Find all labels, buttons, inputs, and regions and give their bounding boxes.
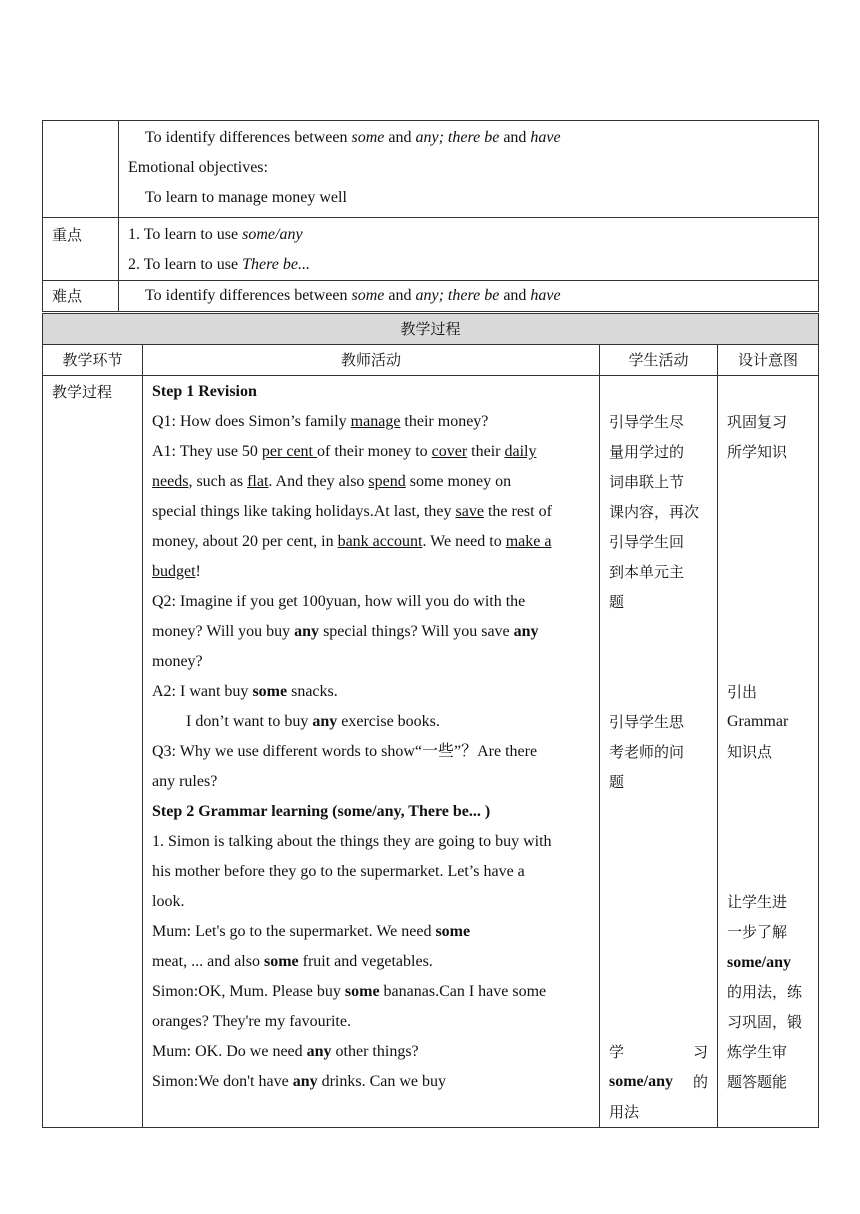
design-intent-3-line: 的用法，练	[727, 983, 803, 1001]
q2-line-3: money?	[152, 653, 203, 670]
design-intent-3-line: 题答题能	[727, 1073, 788, 1091]
stage-label: 教学过程	[52, 383, 113, 401]
q2-line-1: Q2: Imagine if you get 100yuan, how will you do with the	[152, 593, 526, 610]
step1-title: Step 1 Revision	[152, 383, 257, 400]
student-activity-3-line: 用法	[609, 1103, 640, 1121]
objectives-label-cell	[43, 121, 119, 218]
student-activity-3-line: some/any 的	[609, 1073, 708, 1091]
process-title-row	[43, 314, 819, 345]
student-activity-1-line: 引导学生回	[609, 533, 685, 551]
key-points-row	[43, 218, 819, 281]
q3-line-1: Q3: Why we use different words to show“一些”？Are there	[152, 743, 538, 760]
process-title: 教学过程	[43, 314, 819, 345]
dialogue-mum-1: Mum: Let's go to the supermarket. We need some	[152, 923, 471, 940]
dialogue-mum-3: Mum: OK. Do we need any other things?	[152, 1043, 419, 1060]
process-table	[42, 313, 819, 1128]
key-points-label: 重点	[52, 226, 83, 244]
student-activity-1-line: 题	[609, 593, 625, 611]
emotional-objectives-label: Emotional objectives:	[128, 159, 268, 176]
objectives-content-cell	[119, 121, 819, 218]
design-intent-3-line: some/any	[727, 954, 791, 971]
dialogue-simon-2: oranges? They're my favourite.	[152, 1013, 351, 1030]
emotional-objectives-text: To learn to manage money well	[145, 189, 347, 206]
design-intent-1-line: 巩固复习	[727, 413, 788, 431]
stage-cell	[43, 376, 143, 1128]
a1-line-1: A1: They use 50 per cent of their money to cover their daily	[152, 443, 537, 460]
header-design-intent: 设计意图	[718, 345, 819, 376]
difficult-points-content-cell	[119, 281, 819, 312]
header-student-activity: 学生活动	[600, 345, 718, 376]
student-activity-3-line: 学 习	[609, 1043, 708, 1061]
objectives-row	[43, 121, 819, 218]
design-intent-3-line: 一步了解	[727, 923, 788, 941]
difficult-points-row	[43, 281, 819, 312]
a2-line-2: I don’t want to buy any exercise books.	[186, 713, 440, 730]
design-intent-3-line: 习巩固，锻	[727, 1013, 803, 1031]
step2-title: Step 2 Grammar learning (some/any, There be... )	[152, 803, 491, 820]
header-teacher-activity: 教师活动	[143, 345, 600, 376]
design-intent-3-line: 让学生进	[727, 893, 788, 911]
a1-line-4: money, about 20 per cent, in bank account. We need to make a	[152, 533, 552, 550]
process-header-row	[43, 345, 819, 376]
header-stage: 教学环节	[43, 345, 143, 376]
grammar-line-1: 1. Simon is talking about the things they are going to buy with	[152, 833, 552, 850]
student-activity-1-line: 词串联上节	[609, 473, 685, 491]
a1-line-2: needs, such as flat. And they also spend some money on	[152, 473, 512, 490]
design-intent-1-line: 所学知识	[727, 443, 788, 461]
process-body-row	[43, 376, 819, 1128]
student-activity-1-line: 到本单元主	[609, 563, 685, 581]
teacher-activity-cell	[143, 376, 600, 1128]
design-intent-2-line: 引出	[727, 683, 758, 701]
dialogue-simon-1: Simon:OK, Mum. Please buy some bananas.Can I have some	[152, 983, 547, 1000]
dialogue-mum-2: meat, ... and also some fruit and vegetables.	[152, 953, 433, 970]
difficult-points-label-cell	[43, 281, 119, 312]
a1-line-5: budget!	[152, 563, 201, 580]
student-activity-2-line: 引导学生思	[609, 713, 685, 731]
a1-line-3: special things like taking holidays.At last, they save the rest of	[152, 503, 552, 520]
grammar-line-2: his mother before they go to the supermarket. Let’s have a	[152, 863, 525, 880]
objectives-table	[42, 120, 819, 312]
grammar-line-3: look.	[152, 893, 185, 910]
design-intent-2-line: 知识点	[727, 743, 773, 761]
difficult-points-label: 难点	[52, 287, 83, 305]
difficult-point-line: To identify differences between some and any; there be and have	[145, 287, 561, 304]
student-activity-cell	[600, 376, 718, 1128]
key-point-2: 2. To learn to use There be...	[128, 256, 310, 273]
objective-line: To identify differences between some and any; there be and have	[145, 129, 561, 146]
q3-line-2: any rules?	[152, 773, 218, 790]
key-points-label-cell	[43, 218, 119, 281]
student-activity-2-line: 考老师的问	[609, 743, 685, 761]
design-intent-2-line: Grammar	[727, 713, 789, 730]
q2-line-2: money? Will you buy any special things? Will you save any	[152, 623, 539, 640]
key-points-content-cell	[119, 218, 819, 281]
design-intent-cell	[718, 376, 819, 1128]
student-activity-2-line: 题	[609, 773, 625, 791]
student-activity-1-line: 量用学过的	[609, 443, 685, 461]
student-activity-1-line: 课内容，再次	[609, 503, 700, 521]
design-intent-3-line: 炼学生审	[727, 1043, 788, 1061]
key-point-1: 1. To learn to use some/any	[128, 226, 303, 243]
student-activity-1-line: 引导学生尽	[609, 413, 685, 431]
q1-line: Q1: How does Simon’s family manage their money?	[152, 413, 489, 430]
dialogue-simon-3: Simon:We don't have any drinks. Can we buy	[152, 1073, 447, 1090]
lesson-plan-document	[42, 120, 818, 1128]
a2-line-1: A2: I want buy some snacks.	[152, 683, 338, 700]
